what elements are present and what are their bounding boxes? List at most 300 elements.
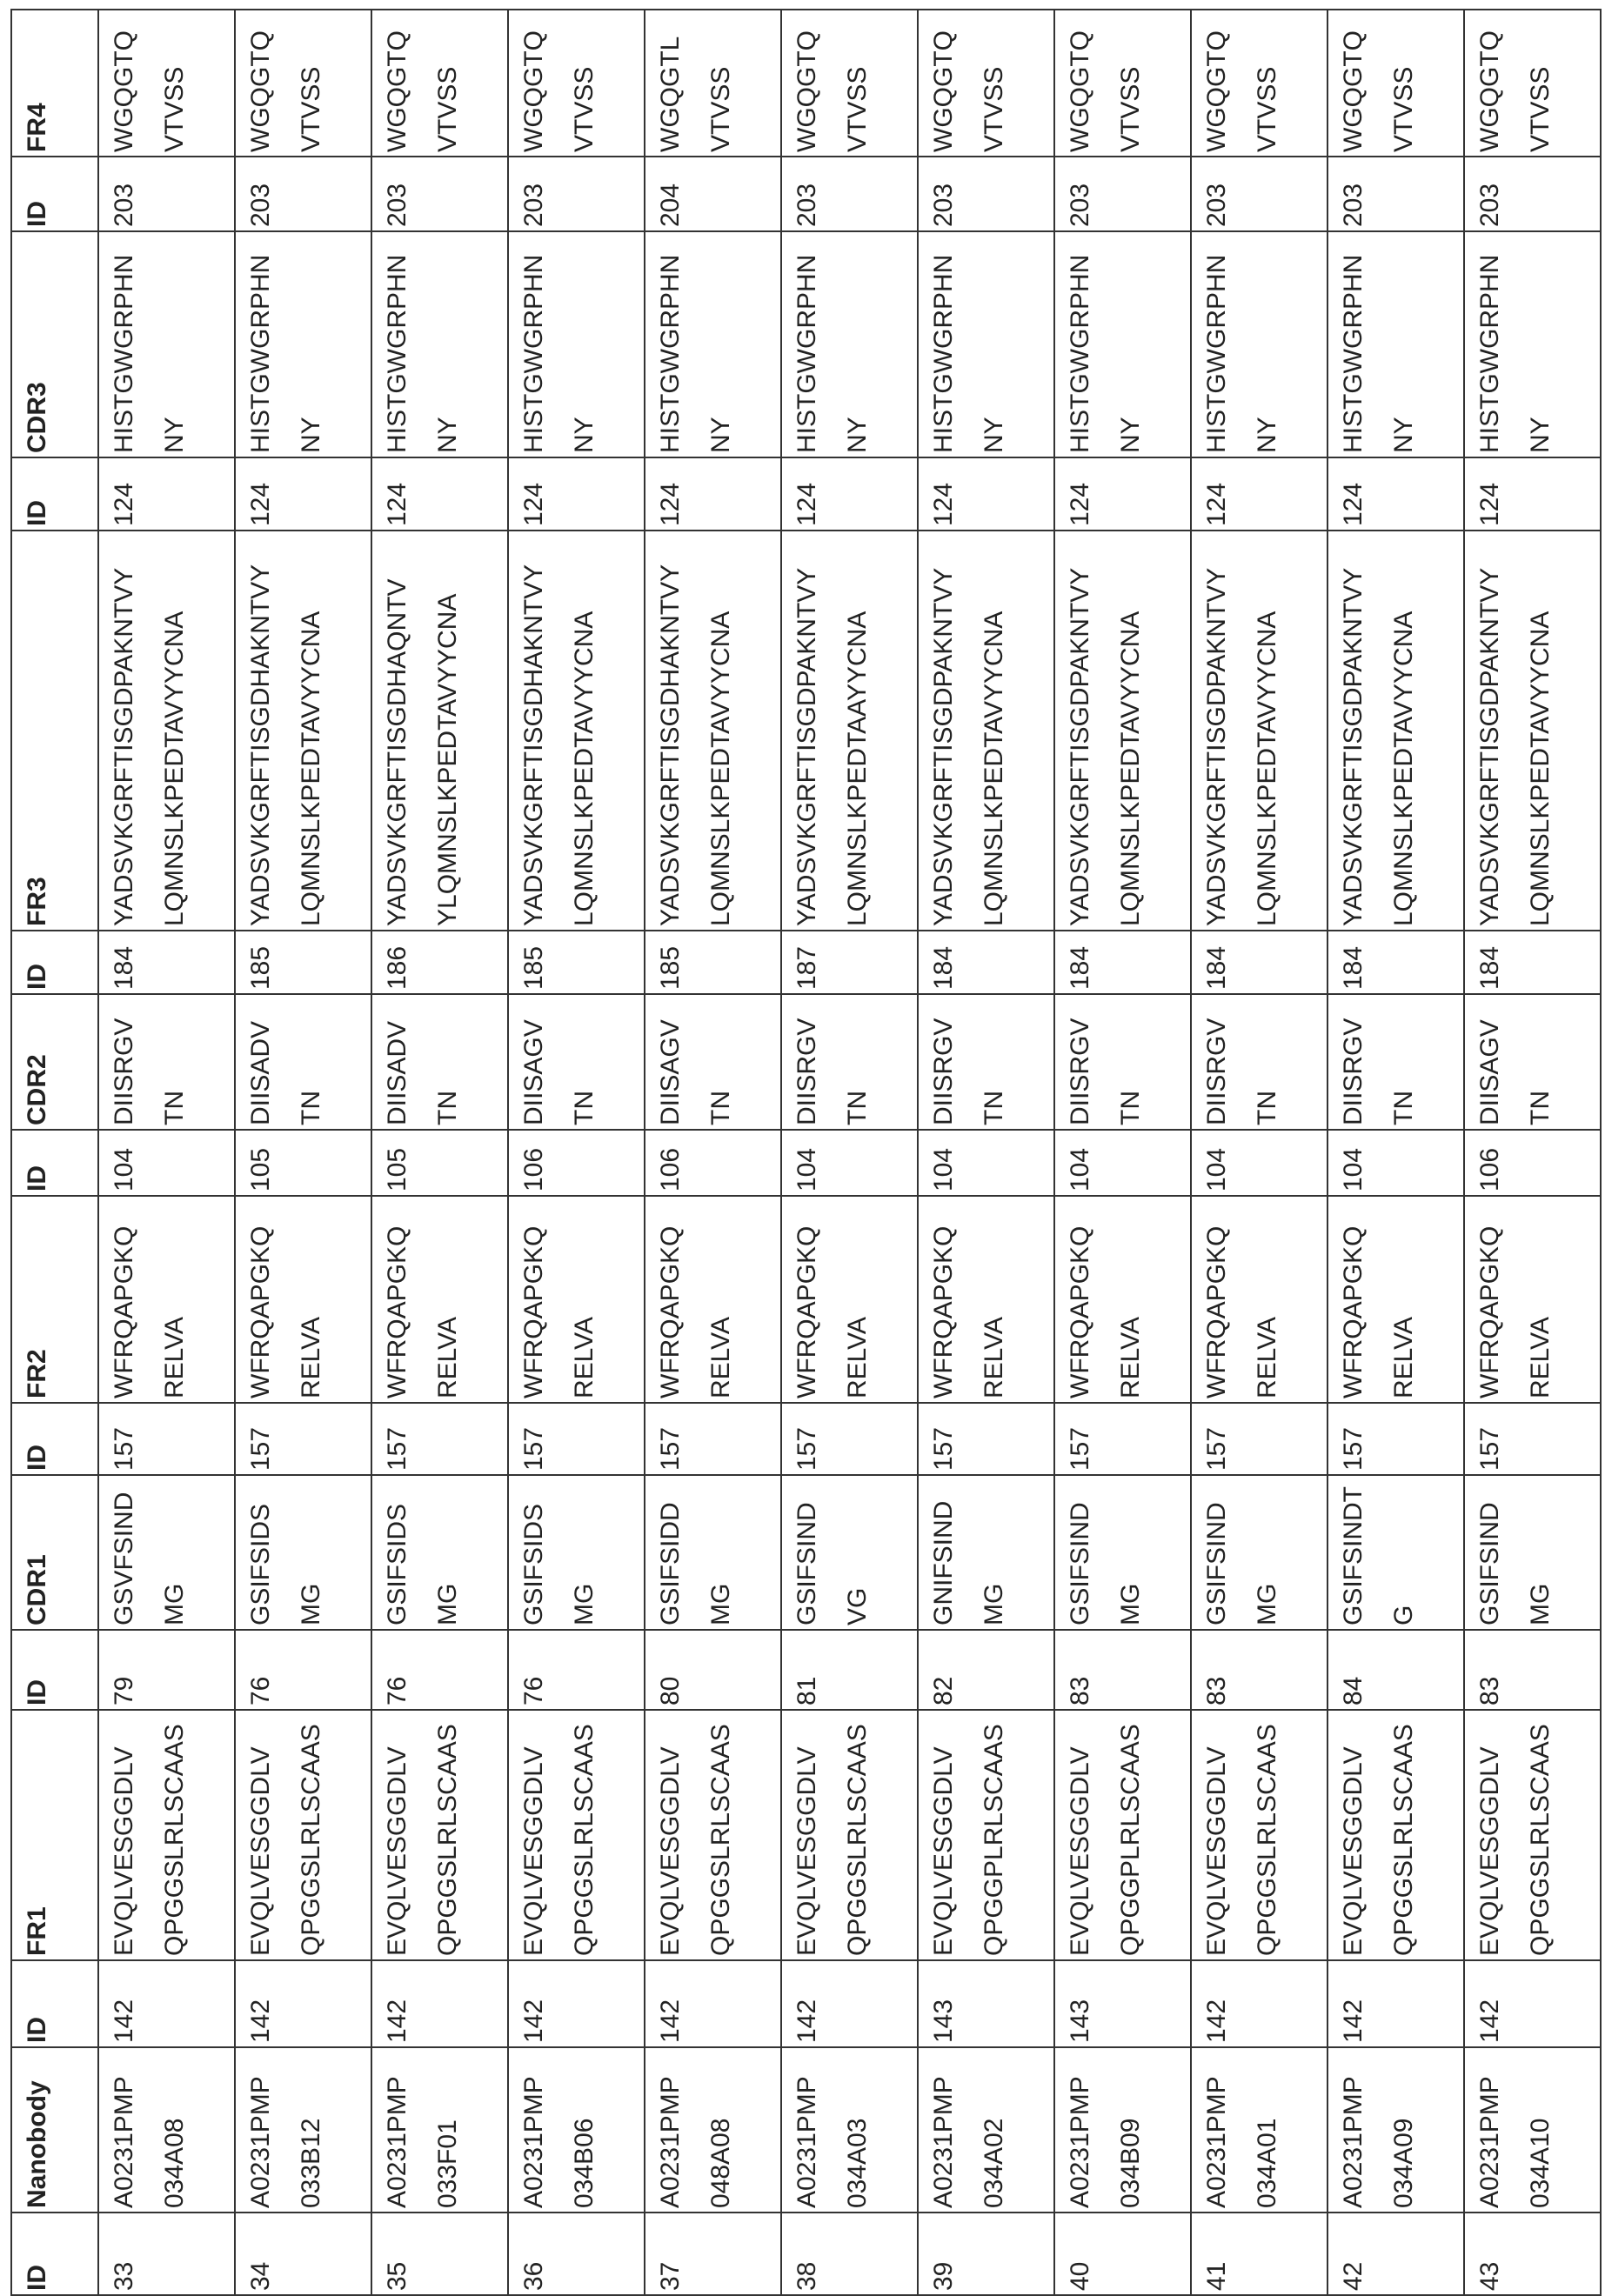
cell-text-line: WGQGTL <box>645 10 696 152</box>
cell-text-line: EVQLVESGGDLV <box>236 1711 286 1956</box>
cell-text-line: RELVA <box>1242 1197 1293 1398</box>
cell-text-line: 33 <box>99 2213 150 2291</box>
cell-text-line: GSIFSIND <box>782 1476 833 1625</box>
cell-text-line: GSIFSIDD <box>645 1476 696 1625</box>
cell-text-line: 034A03 <box>833 2048 883 2208</box>
cell-cdr1-id <box>235 1630 371 1710</box>
cell-fr4-id <box>645 157 781 231</box>
cell-text-line: EVQLVESGGDLV <box>1328 1711 1379 1956</box>
cell-fr3-id <box>371 931 508 994</box>
cell-text-line: 37 <box>645 2213 696 2291</box>
cell-text-line: HISTGWGRPHN <box>1055 232 1106 453</box>
cell-fr2 <box>645 1196 781 1403</box>
cell-text-line: QPGGSLRLSCAAS <box>1242 1711 1293 1956</box>
cell-fr2 <box>1464 1196 1601 1403</box>
table-row <box>1327 10 1464 2295</box>
cell-cdr3-id <box>371 457 508 531</box>
cell-fr2 <box>1327 1196 1464 1403</box>
cell-text-line: NY <box>286 232 337 453</box>
cell-text-line: HISTGWGRPHN <box>1465 232 1515 453</box>
header-row <box>11 10 98 2295</box>
cell-cdr1-id <box>508 1630 645 1710</box>
cell-fr1 <box>918 1710 1054 1960</box>
cell-fr3-id <box>645 931 781 994</box>
cell-fr3-id <box>98 931 235 994</box>
cell-text-line: 34 <box>236 2213 286 2291</box>
cell-text-line: 184 <box>1328 931 1379 990</box>
cell-fr2 <box>1054 1196 1191 1403</box>
cell-text-line: MG <box>696 1476 746 1625</box>
cell-text-line: YLQMNSLKPEDTAVYYCNA <box>423 531 473 926</box>
cell-text-line: WGQGTQ <box>1055 10 1106 152</box>
cell-text-line: DIISADV <box>236 995 286 1125</box>
cell-cdr3 <box>371 231 508 457</box>
cell-text-line: RELVA <box>423 1197 473 1398</box>
cell-text-line: NY <box>1379 232 1429 453</box>
cell-text-line: 142 <box>236 1961 286 2043</box>
cell-text-line: NY <box>559 232 610 453</box>
cell-text-line: NY <box>833 232 883 453</box>
cell-fr2-id <box>98 1403 235 1475</box>
cell-text-line: WGQGTQ <box>372 10 423 152</box>
cell-text-line: TN <box>423 995 473 1125</box>
cell-text-line: DIISRGV <box>1192 995 1242 1125</box>
cell-fr4 <box>508 10 645 157</box>
cell-text-line: RELVA <box>286 1197 337 1398</box>
cell-text-line: RELVA <box>969 1197 1020 1398</box>
cell-text-line: 76 <box>236 1631 286 1705</box>
cell-text-line: 203 <box>782 157 833 227</box>
cell-text-line: WFRQAPGKQ <box>1055 1197 1106 1398</box>
cell-text-line: 83 <box>1055 1631 1106 1705</box>
cell-fr3 <box>645 531 781 931</box>
cell-text-line: GSIFSIND <box>1192 1476 1242 1625</box>
cell-text-line: 76 <box>509 1631 559 1705</box>
cell-text-line: 43 <box>1465 2213 1515 2291</box>
cell-text-line: DIISRGV <box>919 995 969 1125</box>
cell-text-line: A0231PMP <box>1465 2048 1515 2208</box>
cell-text-line: WFRQAPGKQ <box>782 1197 833 1398</box>
cell-text-line: WGQGTQ <box>236 10 286 152</box>
cell-fr4 <box>781 10 918 157</box>
cell-fr1-id <box>918 1960 1054 2047</box>
cell-cdr2-id <box>1191 1130 1327 1196</box>
cell-text-line: MG <box>286 1476 337 1625</box>
cell-text-line: 142 <box>372 1961 423 2043</box>
cell-text-line: DIISRGV <box>782 995 833 1125</box>
cell-text-line: VTVSS <box>286 10 337 152</box>
cell-text-line: LQMNSLKPEDTAVYYCNA <box>150 531 200 926</box>
cell-text-line: 124 <box>236 458 286 526</box>
cell-text-line: A0231PMP <box>782 2048 833 2208</box>
cell-cdr1 <box>98 1475 235 1630</box>
header-cdr2-id: ID <box>11 1130 98 1196</box>
cell-text-line: 204 <box>645 157 696 227</box>
cell-id <box>781 2213 918 2295</box>
cell-fr3-id <box>1464 931 1601 994</box>
cell-nanobody <box>98 2047 235 2213</box>
cell-text-line: YADSVKGRFTISGDPAKNTVY <box>1055 531 1106 926</box>
cell-text-line: EVQLVESGGDLV <box>1055 1711 1106 1956</box>
cell-text-line: 82 <box>919 1631 969 1705</box>
cell-text-line: HISTGWGRPHN <box>1328 232 1379 453</box>
cell-cdr1 <box>1327 1475 1464 1630</box>
cell-fr2-id <box>918 1403 1054 1475</box>
cell-text-line: 143 <box>919 1961 969 2043</box>
cell-fr4 <box>1191 10 1327 157</box>
cell-fr1 <box>645 1710 781 1960</box>
cell-text-line: 184 <box>99 931 150 990</box>
cell-text-line: HISTGWGRPHN <box>372 232 423 453</box>
cell-text-line: 203 <box>919 157 969 227</box>
cell-cdr2-id <box>1054 1130 1191 1196</box>
cell-fr4 <box>918 10 1054 157</box>
cell-fr2-id <box>1464 1403 1601 1475</box>
cell-text-line: 104 <box>782 1131 833 1191</box>
cell-fr1-id <box>645 1960 781 2047</box>
cell-text-line: 142 <box>645 1961 696 2043</box>
cell-cdr3-id <box>1464 457 1601 531</box>
cell-fr4 <box>98 10 235 157</box>
cell-text-line: 38 <box>782 2213 833 2291</box>
cell-fr4-id <box>918 157 1054 231</box>
cell-fr1 <box>235 1710 371 1960</box>
cell-text-line: EVQLVESGGDLV <box>782 1711 833 1956</box>
cell-cdr3-id <box>1054 457 1191 531</box>
cell-text-line: 157 <box>1465 1404 1515 1471</box>
cell-fr2-id <box>371 1403 508 1475</box>
cell-text-line: TN <box>1106 995 1156 1125</box>
cell-cdr3-id <box>645 457 781 531</box>
table-row <box>918 10 1054 2295</box>
cell-id <box>235 2213 371 2295</box>
cell-fr1 <box>1464 1710 1601 1960</box>
cell-cdr2-id <box>781 1130 918 1196</box>
cell-cdr2 <box>781 994 918 1130</box>
cell-text-line: LQMNSLKPEDTAVYYCNA <box>286 531 337 926</box>
cell-text-line: 142 <box>782 1961 833 2043</box>
cell-text-line: WGQGTQ <box>99 10 150 152</box>
cell-cdr1-id <box>1054 1630 1191 1710</box>
cell-text-line: DIISAGV <box>1465 995 1515 1125</box>
cell-text-line: 105 <box>236 1131 286 1191</box>
cell-text-line: 39 <box>919 2213 969 2291</box>
cell-cdr1 <box>1191 1475 1327 1630</box>
cell-text-line: YADSVKGRFTISGDPAKNTVY <box>782 531 833 926</box>
cell-fr4-id <box>1191 157 1327 231</box>
cell-fr3 <box>1054 531 1191 931</box>
cell-text-line: 203 <box>1192 157 1242 227</box>
cell-text-line: VTVSS <box>1106 10 1156 152</box>
cell-cdr3-id <box>98 457 235 531</box>
cell-text-line: 36 <box>509 2213 559 2291</box>
cell-text-line: 124 <box>372 458 423 526</box>
cell-cdr2 <box>1327 994 1464 1130</box>
cell-text-line: TN <box>286 995 337 1125</box>
cell-text-line: RELVA <box>1106 1197 1156 1398</box>
cell-text-line: 185 <box>509 931 559 990</box>
cell-text-line: MG <box>559 1476 610 1625</box>
cell-text-line: 184 <box>1465 931 1515 990</box>
header-fr2: FR2 <box>11 1196 98 1403</box>
cell-text-line: TN <box>969 995 1020 1125</box>
cell-text-line: VTVSS <box>1242 10 1293 152</box>
cell-cdr1-id <box>1327 1630 1464 1710</box>
table-row <box>1054 10 1191 2295</box>
cell-text-line: 203 <box>1055 157 1106 227</box>
cell-text-line: 80 <box>645 1631 696 1705</box>
cell-cdr3-id <box>781 457 918 531</box>
cell-cdr1 <box>918 1475 1054 1630</box>
cell-fr2-id <box>508 1403 645 1475</box>
cell-text-line: 143 <box>1055 1961 1106 2043</box>
cell-text-line: GSIFSIDS <box>372 1476 423 1625</box>
cell-cdr3-id <box>918 457 1054 531</box>
cell-text-line: WFRQAPGKQ <box>509 1197 559 1398</box>
cell-fr3 <box>1327 531 1464 931</box>
cell-fr4-id <box>98 157 235 231</box>
cell-text-line: G <box>1379 1476 1429 1625</box>
cell-fr3-id <box>1327 931 1464 994</box>
cell-cdr1 <box>508 1475 645 1630</box>
cell-fr4 <box>1327 10 1464 157</box>
cell-text-line: 84 <box>1328 1631 1379 1705</box>
cell-cdr3 <box>918 231 1054 457</box>
cell-fr3 <box>1191 531 1327 931</box>
cell-cdr1-id <box>1191 1630 1327 1710</box>
cell-text-line: 157 <box>1055 1404 1106 1471</box>
cell-text-line: QPGGSLRLSCAAS <box>150 1711 200 1956</box>
cell-fr4 <box>1054 10 1191 157</box>
cell-text-line: 034B09 <box>1106 2048 1156 2208</box>
cell-cdr2 <box>645 994 781 1130</box>
cell-text-line: 203 <box>372 157 423 227</box>
cell-text-line: 157 <box>782 1404 833 1471</box>
cell-text-line: 034A02 <box>969 2048 1020 2208</box>
cell-text-line: 185 <box>236 931 286 990</box>
cell-text-line: A0231PMP <box>1055 2048 1106 2208</box>
cell-text-line: QPGGSLRLSCAAS <box>833 1711 883 1956</box>
cell-fr4-id <box>371 157 508 231</box>
cell-text-line: GSIFSIDS <box>236 1476 286 1625</box>
cell-fr1-id <box>1191 1960 1327 2047</box>
cell-text-line: A0231PMP <box>236 2048 286 2208</box>
cell-text-line: LQMNSLKPEDTAVYYCNA <box>696 531 746 926</box>
cell-text-line: 142 <box>1192 1961 1242 2043</box>
cell-text-line: 106 <box>1465 1131 1515 1191</box>
cell-text-line: 79 <box>99 1631 150 1705</box>
cell-text-line: 203 <box>509 157 559 227</box>
cell-text-line: 034A01 <box>1242 2048 1293 2208</box>
cell-cdr2 <box>918 994 1054 1130</box>
cell-fr3 <box>781 531 918 931</box>
cell-cdr2-id <box>235 1130 371 1196</box>
cell-text-line: YADSVKGRFTISGDHAKNTVY <box>645 531 696 926</box>
cell-text-line: WGQGTQ <box>1328 10 1379 152</box>
header-cdr2: CDR2 <box>11 994 98 1130</box>
cell-text-line: DIISAGV <box>645 995 696 1125</box>
cell-text-line: VTVSS <box>1379 10 1429 152</box>
cell-cdr3 <box>1464 231 1601 457</box>
cell-text-line: 033F01 <box>423 2048 473 2208</box>
cell-text-line: WFRQAPGKQ <box>99 1197 150 1398</box>
cell-text-line: WFRQAPGKQ <box>236 1197 286 1398</box>
cell-text-line: QPGGPLRLSCAAS <box>969 1711 1020 1956</box>
cell-fr1 <box>508 1710 645 1960</box>
cell-text-line: 157 <box>1328 1404 1379 1471</box>
cell-id <box>1327 2213 1464 2295</box>
cell-text-line: 034A10 <box>1515 2048 1566 2208</box>
cell-cdr2 <box>1464 994 1601 1130</box>
cell-text-line: DIISRGV <box>1328 995 1379 1125</box>
cell-text-line: NY <box>423 232 473 453</box>
table-row <box>371 10 508 2295</box>
cell-cdr3-id <box>508 457 645 531</box>
cell-text-line: RELVA <box>1515 1197 1566 1398</box>
cell-cdr2 <box>508 994 645 1130</box>
cell-text-line: MG <box>150 1476 200 1625</box>
cell-text-line: 104 <box>1328 1131 1379 1191</box>
table-row <box>645 10 781 2295</box>
cell-text-line: 184 <box>1192 931 1242 990</box>
cell-cdr1 <box>645 1475 781 1630</box>
cell-cdr2-id <box>645 1130 781 1196</box>
cell-fr1-id <box>781 1960 918 2047</box>
cell-cdr3-id <box>1327 457 1464 531</box>
cell-text-line: LQMNSLKPEDTAVYYCNA <box>1106 531 1156 926</box>
cell-text-line: TN <box>1515 995 1566 1125</box>
cell-text-line: YADSVKGRFTISGDHAKNTVY <box>509 531 559 926</box>
cell-text-line: WGQGTQ <box>1192 10 1242 152</box>
cell-fr2 <box>508 1196 645 1403</box>
cell-text-line: RELVA <box>559 1197 610 1398</box>
cell-fr3 <box>1464 531 1601 931</box>
cell-nanobody <box>918 2047 1054 2213</box>
cell-text-line: LQMNSLKPEDTAVYYCNA <box>969 531 1020 926</box>
cell-text-line: WGQGTQ <box>509 10 559 152</box>
cell-fr2-id <box>1054 1403 1191 1475</box>
cell-text-line: MG <box>1242 1476 1293 1625</box>
header-fr1: FR1 <box>11 1710 98 1960</box>
cell-text-line: GSIFSIDS <box>509 1476 559 1625</box>
cell-text-line: 142 <box>509 1961 559 2043</box>
cell-fr4-id <box>781 157 918 231</box>
cell-cdr3 <box>98 231 235 457</box>
cell-text-line: 124 <box>1328 458 1379 526</box>
cell-fr4-id <box>1327 157 1464 231</box>
header-fr2-id: ID <box>11 1403 98 1475</box>
cell-text-line: 124 <box>919 458 969 526</box>
cell-text-line: QPGGSLRLSCAAS <box>423 1711 473 1956</box>
cell-cdr1 <box>1464 1475 1601 1630</box>
cell-text-line: HISTGWGRPHN <box>1192 232 1242 453</box>
cell-text-line: WFRQAPGKQ <box>1328 1197 1379 1398</box>
cell-text-line: WGQGTQ <box>1465 10 1515 152</box>
cell-nanobody <box>508 2047 645 2213</box>
table-row <box>98 10 235 2295</box>
cell-cdr3 <box>508 231 645 457</box>
cell-cdr3 <box>1054 231 1191 457</box>
cell-text-line: NY <box>696 232 746 453</box>
header-cdr3: CDR3 <box>11 231 98 457</box>
cell-text-line: 203 <box>236 157 286 227</box>
cell-text-line: VTVSS <box>423 10 473 152</box>
cell-cdr3-id <box>1191 457 1327 531</box>
cell-fr1-id <box>508 1960 645 2047</box>
cell-text-line: DIISADV <box>372 995 423 1125</box>
cell-text-line: 185 <box>645 931 696 990</box>
cell-text-line: EVQLVESGGDLV <box>1465 1711 1515 1956</box>
cell-cdr2 <box>1054 994 1191 1130</box>
cell-text-line: 142 <box>1328 1961 1379 2043</box>
cell-text-line: 76 <box>372 1631 423 1705</box>
cell-fr4 <box>645 10 781 157</box>
cell-text-line: A0231PMP <box>1328 2048 1379 2208</box>
cell-text-line: VTVSS <box>696 10 746 152</box>
header-fr3-id: ID <box>11 931 98 994</box>
cell-text-line: 157 <box>236 1404 286 1471</box>
cell-text-line: 184 <box>919 931 969 990</box>
cell-cdr1-id <box>645 1630 781 1710</box>
cell-fr1 <box>1054 1710 1191 1960</box>
cell-text-line: TN <box>696 995 746 1125</box>
cell-fr4 <box>235 10 371 157</box>
cell-text-line: QPGGSLRLSCAAS <box>696 1711 746 1956</box>
cell-text-line: DIISRGV <box>99 995 150 1125</box>
cell-cdr2 <box>98 994 235 1130</box>
cell-text-line: VTVSS <box>833 10 883 152</box>
cell-text-line: GSIFSIND <box>1055 1476 1106 1625</box>
cell-text-line: LQMNSLKPEDTAVYYCNA <box>1242 531 1293 926</box>
cell-text-line: WGQGTQ <box>782 10 833 152</box>
cell-fr1-id <box>1327 1960 1464 2047</box>
cell-text-line: YADSVKGRFTISGDHAKNTVY <box>236 531 286 926</box>
cell-text-line: 124 <box>645 458 696 526</box>
cell-text-line: MG <box>1106 1476 1156 1625</box>
cell-text-line: 124 <box>1465 458 1515 526</box>
cell-nanobody <box>1327 2047 1464 2213</box>
cell-text-line: EVQLVESGGDLV <box>1192 1711 1242 1956</box>
cell-text-line: HISTGWGRPHN <box>99 232 150 453</box>
header-nanobody: Nanobody <box>11 2047 98 2213</box>
cell-text-line: NY <box>1242 232 1293 453</box>
cell-text-line: YADSVKGRFTISGDPAKNTVY <box>919 531 969 926</box>
rotated-table-container <box>10 10 1600 2296</box>
cell-fr3 <box>235 531 371 931</box>
cell-fr4-id <box>235 157 371 231</box>
cell-fr3-id <box>781 931 918 994</box>
cell-text-line: VTVSS <box>150 10 200 152</box>
cell-cdr1-id <box>371 1630 508 1710</box>
cell-text-line: A0231PMP <box>372 2048 423 2208</box>
table-row <box>508 10 645 2295</box>
cell-text-line: NY <box>969 232 1020 453</box>
cell-text-line: 105 <box>372 1131 423 1191</box>
table-row <box>1464 10 1601 2295</box>
cell-text-line: 83 <box>1465 1631 1515 1705</box>
cell-cdr2-id <box>371 1130 508 1196</box>
header-fr3: FR3 <box>11 531 98 931</box>
cell-cdr1 <box>235 1475 371 1630</box>
cell-text-line: HISTGWGRPHN <box>919 232 969 453</box>
cell-fr3 <box>98 531 235 931</box>
cell-id <box>645 2213 781 2295</box>
cell-text-line: HISTGWGRPHN <box>236 232 286 453</box>
cell-text-line: 35 <box>372 2213 423 2291</box>
cell-fr3-id <box>235 931 371 994</box>
cell-cdr2 <box>1191 994 1327 1130</box>
cell-text-line: 203 <box>1465 157 1515 227</box>
